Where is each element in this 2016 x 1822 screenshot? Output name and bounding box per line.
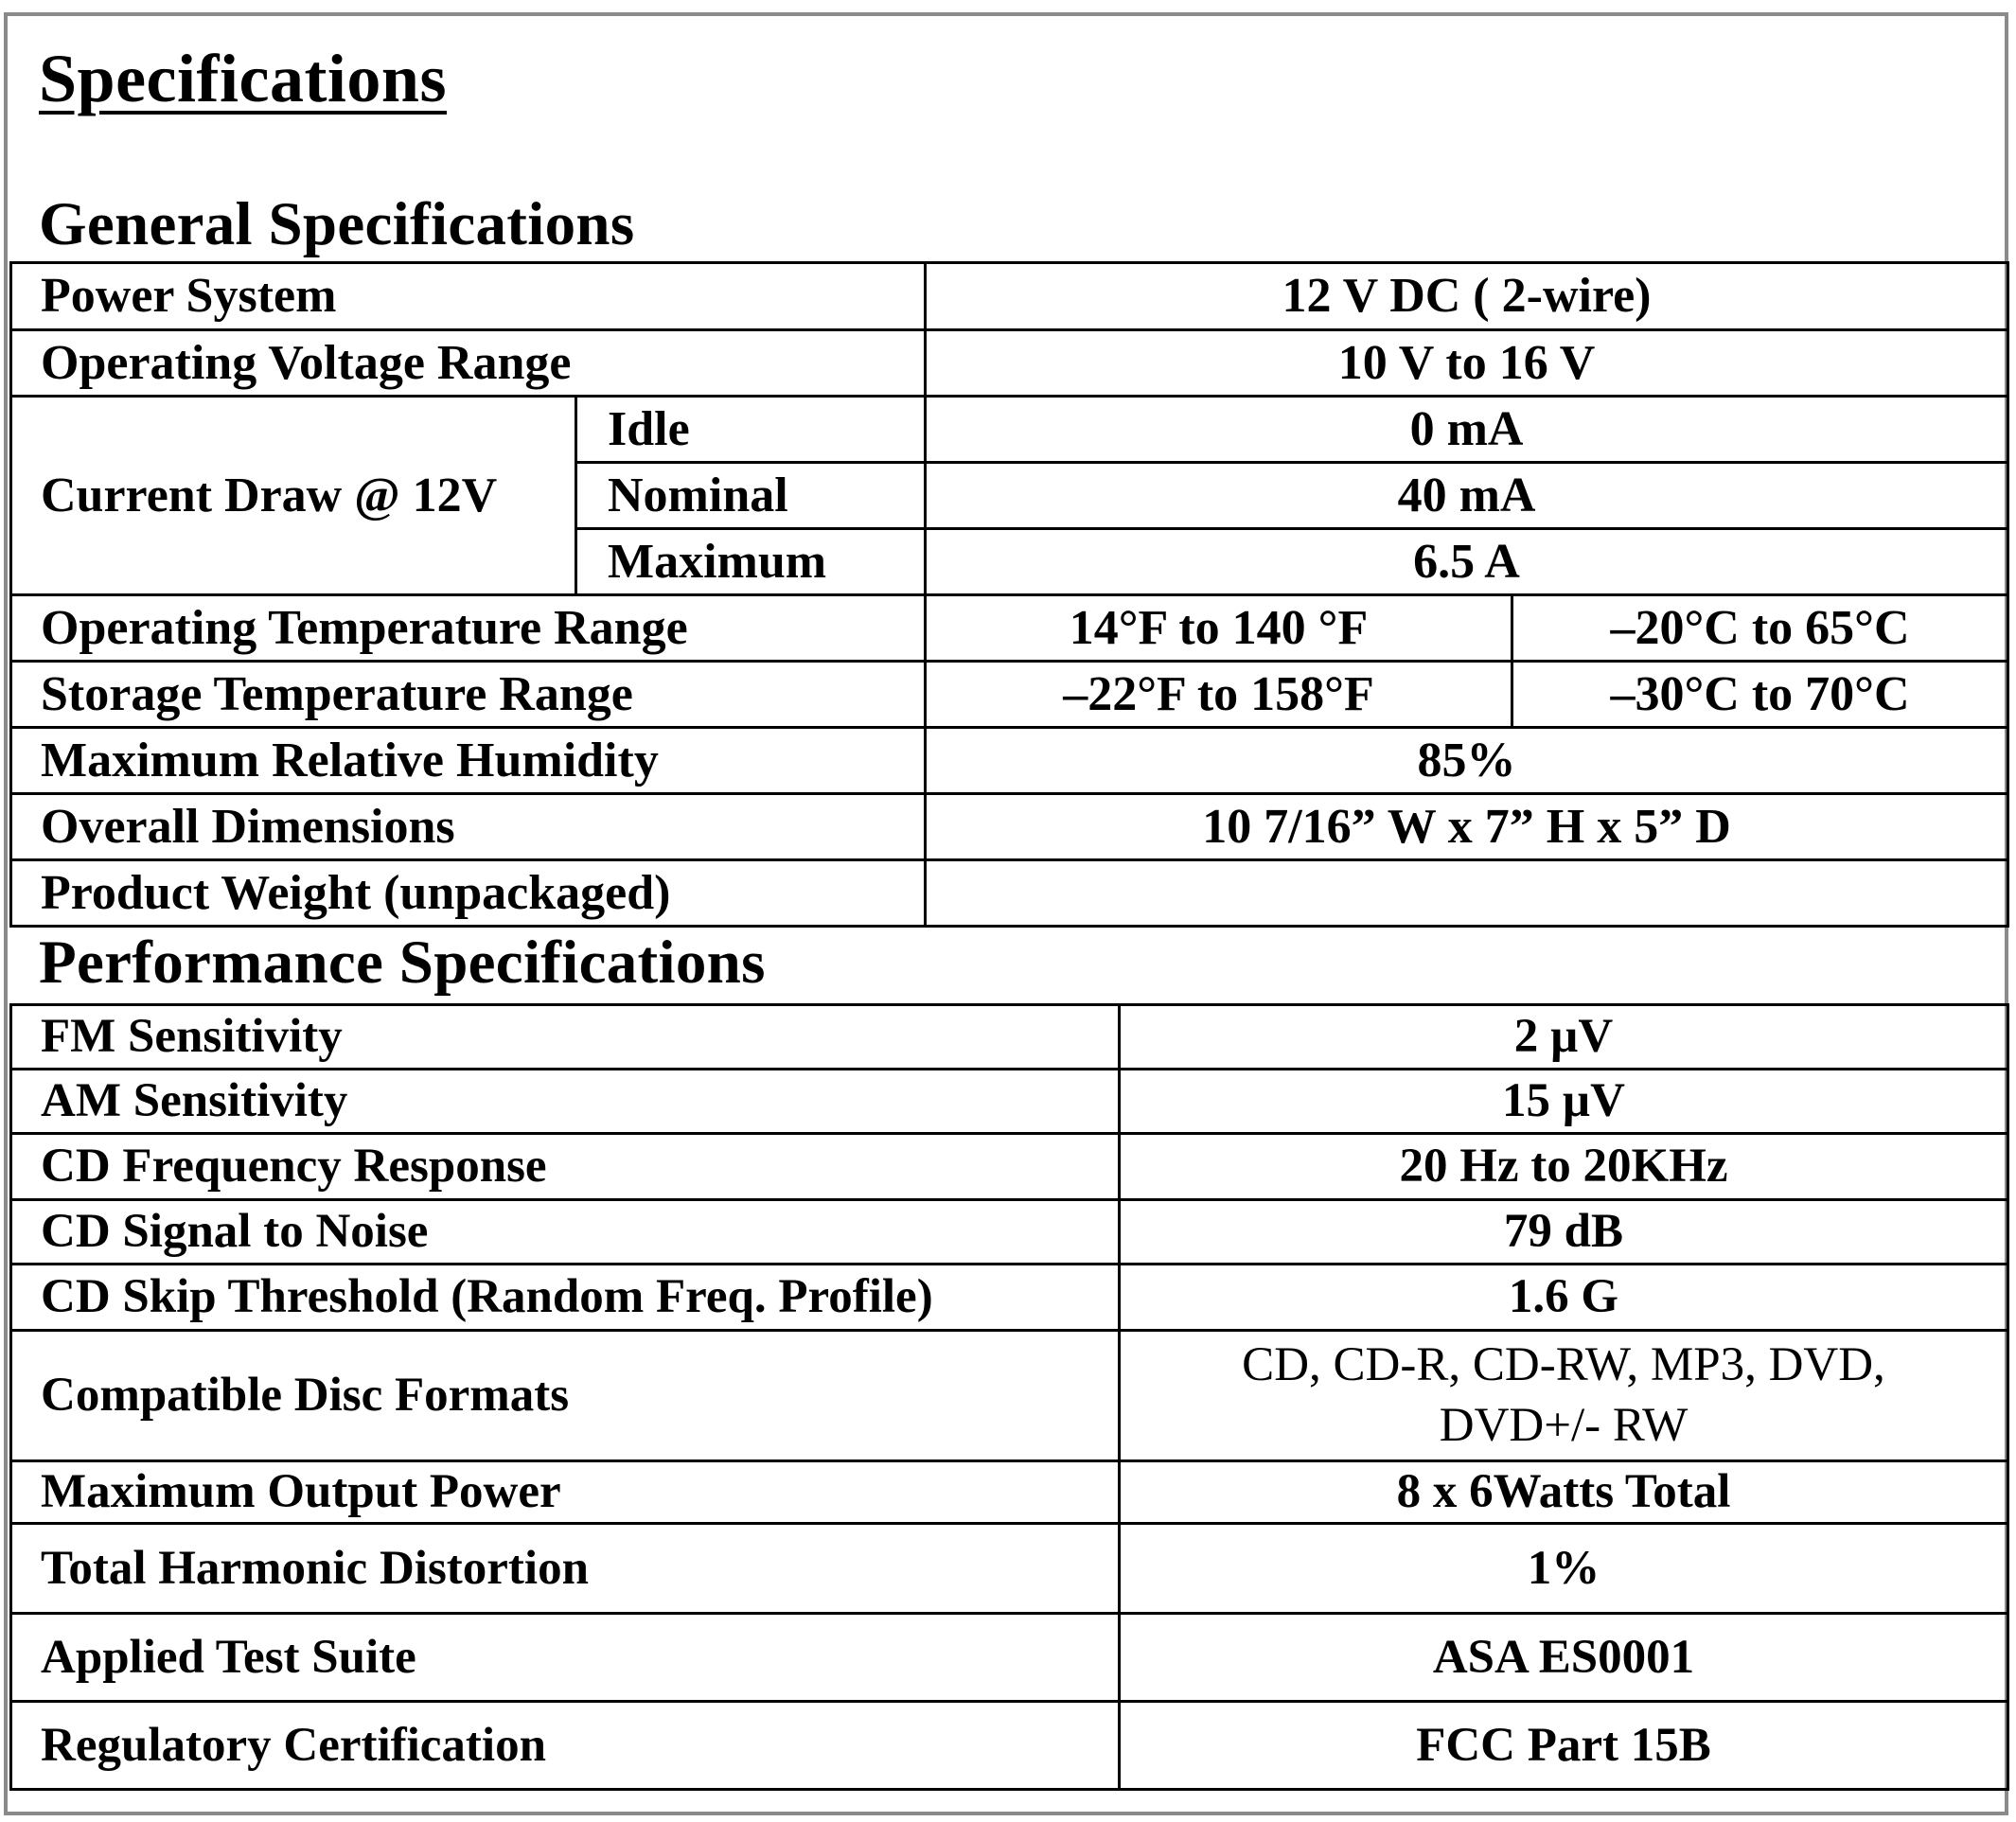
document-title: Specifications [39, 41, 447, 116]
table-row [11, 1331, 2008, 1461]
performance-row-label: AM Sensitivity [11, 1070, 1120, 1134]
operating-temperature-label: Operating Temperature Range [11, 595, 926, 662]
power-system-value: 12 V DC ( 2-wire) [926, 263, 2008, 330]
performance-row-label: Maximum Output Power [11, 1461, 1120, 1524]
current-nominal-value: 40 mA [926, 463, 2008, 529]
performance-specifications-heading: Performance Specifications [39, 929, 766, 997]
power-system-label: Power System [11, 263, 926, 330]
current-draw-label: Current Draw @ 12V [11, 397, 576, 595]
table-row [11, 397, 2008, 463]
operating-voltage-value: 10 V to 16 V [926, 330, 2008, 397]
operating-temperature-celsius: –20°C to 65°C [1512, 595, 2008, 662]
performance-row-label: CD Skip Threshold (Random Freq. Profile) [11, 1265, 1120, 1331]
table-row [11, 1134, 2008, 1200]
performance-row-value: ASA ES0001 [1120, 1614, 2008, 1702]
general-specifications-table [9, 261, 2009, 928]
performance-row-value: 2 µV [1120, 1005, 2008, 1070]
performance-row-value: 1% [1120, 1524, 2008, 1614]
performance-row-value: CD, CD-R, CD-RW, MP3, DVD, DVD+/- RW [1120, 1331, 2008, 1461]
table-row [11, 1070, 2008, 1134]
table-row [11, 263, 2008, 330]
performance-row-value: 1.6 G [1120, 1265, 2008, 1331]
table-row [11, 595, 2008, 662]
table-row [11, 1200, 2008, 1265]
performance-row-label: Applied Test Suite [11, 1614, 1120, 1702]
performance-row-value: 20 Hz to 20KHz [1120, 1134, 2008, 1200]
performance-row-label: FM Sensitivity [11, 1005, 1120, 1070]
current-maximum-label: Maximum [576, 529, 926, 595]
table-row [11, 728, 2008, 794]
performance-row-value: 15 µV [1120, 1070, 2008, 1134]
storage-temperature-celsius: –30°C to 70°C [1512, 662, 2008, 728]
performance-row-label: Regulatory Certification [11, 1702, 1120, 1790]
current-idle-label: Idle [576, 397, 926, 463]
current-idle-value: 0 mA [926, 397, 2008, 463]
storage-temperature-label: Storage Temperature Range [11, 662, 926, 728]
current-nominal-label: Nominal [576, 463, 926, 529]
dimensions-value: 10 7/16” W x 7” H x 5” D [926, 794, 2008, 860]
performance-row-label: Compatible Disc Formats [11, 1331, 1120, 1461]
operating-temperature-fahrenheit: 14°F to 140 °F [926, 595, 1512, 662]
performance-row-value: 79 dB [1120, 1200, 2008, 1265]
performance-row-label: Total Harmonic Distortion [11, 1524, 1120, 1614]
performance-row-value: 8 x 6Watts Total [1120, 1461, 2008, 1524]
operating-voltage-label: Operating Voltage Range [11, 330, 926, 397]
table-row [11, 860, 2008, 927]
table-row [11, 662, 2008, 728]
table-row [11, 1524, 2008, 1614]
table-row [11, 1461, 2008, 1524]
general-specifications-heading: General Specifications [39, 190, 635, 258]
performance-row-label: CD Frequency Response [11, 1134, 1120, 1200]
table-row [11, 1702, 2008, 1790]
table-row [11, 1005, 2008, 1070]
table-row [11, 794, 2008, 860]
performance-row-value: FCC Part 15B [1120, 1702, 2008, 1790]
table-row [11, 1265, 2008, 1331]
performance-specifications-table [9, 1003, 2009, 1791]
current-maximum-value: 6.5 A [926, 529, 2008, 595]
performance-row-label: CD Signal to Noise [11, 1200, 1120, 1265]
weight-value [926, 860, 2008, 927]
humidity-value: 85% [926, 728, 2008, 794]
table-row [11, 1614, 2008, 1702]
table-row [11, 330, 2008, 397]
humidity-label: Maximum Relative Humidity [11, 728, 926, 794]
storage-temperature-fahrenheit: –22°F to 158°F [926, 662, 1512, 728]
weight-label: Product Weight (unpackaged) [11, 860, 926, 927]
dimensions-label: Overall Dimensions [11, 794, 926, 860]
